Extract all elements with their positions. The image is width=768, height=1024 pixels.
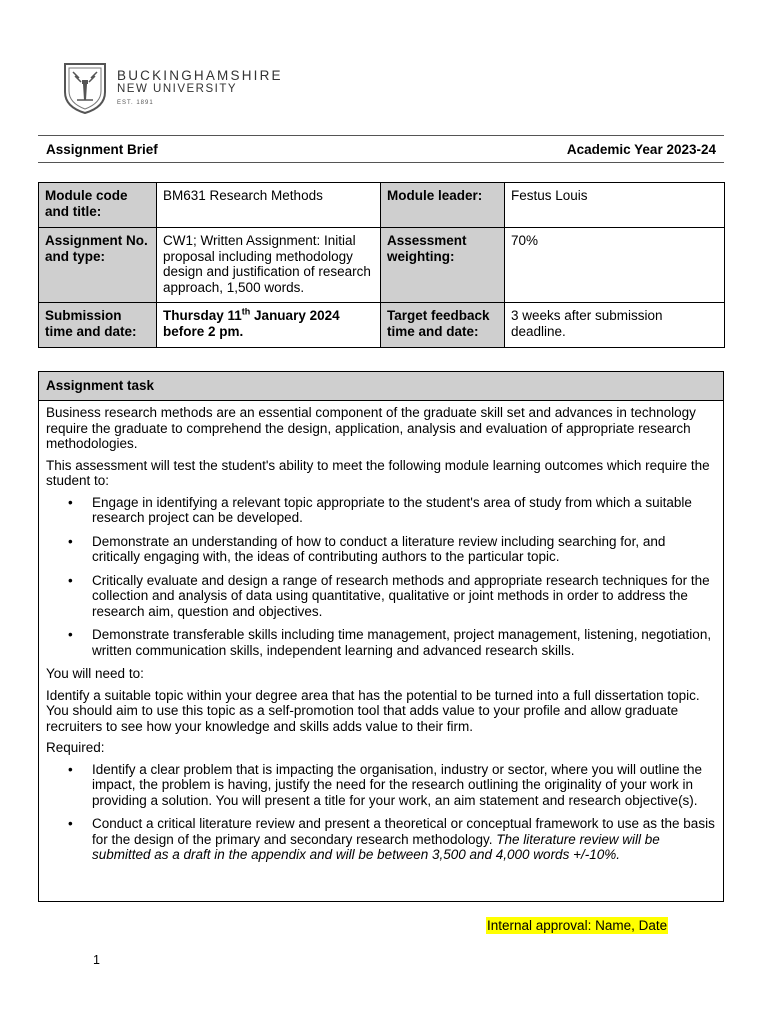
module-leader-label: Module leader: <box>381 183 505 228</box>
logo-name: BUCKINGHAMSHIRE <box>117 68 283 83</box>
submission-day: Thursday 11 <box>163 308 242 323</box>
brief-title: Assignment Brief <box>46 141 158 157</box>
outcome-text: Demonstrate an understanding of how to conduct a literature review including searching for, and critically engaging with, the ideas of contributing authors to the particular topic. <box>92 533 666 564</box>
you-will-need: You will need to: <box>46 666 144 681</box>
bullet-icon: • <box>68 761 73 777</box>
list-item <box>46 762 716 809</box>
submission-value <box>157 303 381 348</box>
weighting-label: Assessment weighting: <box>381 228 505 303</box>
assignment-type-value: CW1; Written Assignment: Initial proposal including methodology design and justification of research approach, 1,500 words. <box>157 228 381 303</box>
page-number: 1 <box>93 953 100 967</box>
internal-approval-note: Internal approval: Name, Date <box>487 918 668 933</box>
academic-year: Academic Year 2023-24 <box>566 141 716 157</box>
submission-month: January 2024 <box>250 308 340 323</box>
assignment-type-label: Assignment No. and type: <box>39 228 157 303</box>
module-info-table <box>38 182 725 348</box>
submission-label: Submission time and date: <box>39 303 157 348</box>
required-heading: Required: <box>46 740 105 755</box>
logo-text <box>117 68 283 106</box>
logo-subtitle: NEW UNIVERSITY <box>117 83 238 95</box>
submission-day-suffix: th <box>241 306 251 317</box>
university-logo <box>63 62 283 114</box>
task-intro: Business research methods are an essential component of the graduate skill set and advances in technology require the graduate to comprehend the design, application, analysis and evaluation of appropriate research methodologies. <box>46 405 696 451</box>
list-item <box>46 534 716 565</box>
bullet-icon: • <box>68 494 73 510</box>
module-leader-value: Festus Louis <box>505 183 725 228</box>
task-body <box>39 401 723 863</box>
brief-header-bar <box>38 135 724 163</box>
outcome-text: Engage in identifying a relevant topic appropriate to the student's area of study from which a suitable research project can be developed. <box>92 494 692 525</box>
table-row <box>39 228 725 303</box>
list-item <box>46 816 716 863</box>
bullet-icon: • <box>68 816 73 831</box>
logo-established: EST. 1891 <box>117 100 154 106</box>
required-list <box>46 762 716 863</box>
required-text: Identify a clear problem that is impacting the organisation, industry or sector, where you will outline the impact, the problem is having, justify the need for the research outlining the originality of your work in providing a solution. You will present a title for your work, an aim statement and research objective(s). <box>92 761 703 808</box>
list-item <box>46 495 716 526</box>
feedback-label: Target feedback time and date: <box>381 303 505 348</box>
table-row <box>39 183 725 228</box>
bullet-icon: • <box>68 533 73 549</box>
module-code-label: Module code and title: <box>39 183 157 228</box>
required-text: Conduct a critical literature review and present a theoretical or conceptual framework to use as the basis for the design of the primary and secondary research methodology. <box>92 816 715 847</box>
identify-topic-text: Identify a suitable topic within your degree area that has the potential to be turned into a full dissertation topic. You should aim to use this topic as a self-promotion tool that adds value to your profile and allow graduate recruiters to see how your knowledge and skills adds value to their firm. <box>46 687 700 734</box>
weighting-value: 70% <box>505 228 725 303</box>
submission-time: before 2 pm. <box>163 323 244 339</box>
required-text-italic: The literature review will be submitted as a draft in the appendix and will be between 3,500 and 4,000 words +/-10%. <box>92 831 660 862</box>
outcome-text: Demonstrate transferable skills including time management, project management, listening, negotiation, written communication skills, independent learning and advanced research skills. <box>92 627 712 658</box>
list-item <box>46 573 716 620</box>
outcomes-list <box>46 495 716 659</box>
module-code-value: BM631 Research Methods <box>157 183 381 228</box>
table-row <box>39 303 725 348</box>
assignment-task-box <box>38 371 724 902</box>
crest-icon <box>63 62 107 114</box>
outcomes-intro: This assessment will test the student's ability to meet the following module learning outcomes which require the student to: <box>46 457 710 488</box>
outcome-text: Critically evaluate and design a range of research methods and appropriate research techniques for the collection and analysis of data using quantitative, qualitative or joint methods in order to address the research aim, question and objectives. <box>92 572 710 619</box>
bullet-icon: • <box>68 627 73 642</box>
feedback-value: 3 weeks after submission deadline. <box>505 303 725 348</box>
bullet-icon: • <box>68 572 73 588</box>
list-item <box>46 627 716 658</box>
task-title: Assignment task <box>39 372 723 401</box>
